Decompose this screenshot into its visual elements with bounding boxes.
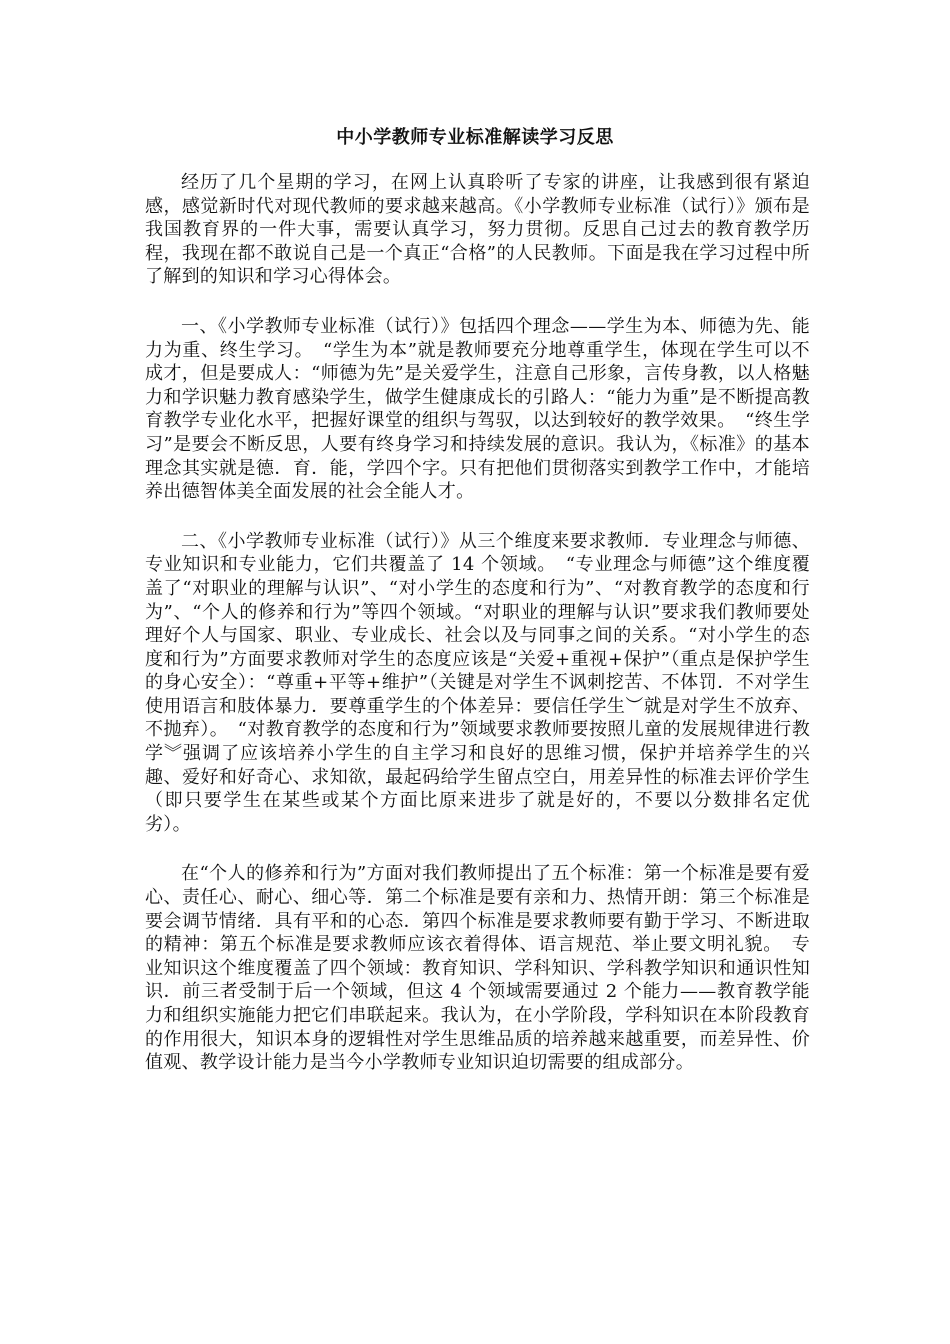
- document-title: 中小学教师专业标准解读学习反思: [336, 127, 614, 148]
- paragraph-intro: 经历了几个星期的学习，在网上认真聆听了专家的讲座，让我感到很有紧迫感，感觉新时代对现代教师的要求越来越高。《小学教师专业标准（试行）》颁布是我国教育界的一件大事，需要认真学习，努力贯彻。反思自己过去的教育教学历程，我现在都不敢说自己是一个真正“合格”的人民教师。下面是我在学习过程中所了解到的知识和学习心得体会。: [145, 172, 810, 288]
- paragraph-section-2: 二、《小学教师专业标准（试行）》从三个维度来要求教师．专业理念与师德、专业知识和专业能力，它们共覆盖了 14 个领域。 “专业理念与师德”这个维度覆盖了“对职业的理解与认识”、“对小学生的态度和行为”、“对教育教学的态度和行为”、“个人的修养和行为”等四个领域。“对职业的理解与认识”要求我们教师要处理好个人与国家、职业、专业成长、社会以及与同事之间的关系。“对小学生的态度和行为”方面要求教师对学生的态度应该是“关爱+重视+保护”（重点是保护学生的身心安全）：“尊重+平等+维护”（关键是对学生不讽刺挖苦、不体罚．不对学生使用语言和肢体暴力．要尊重学生的个体差异：要信任学生︶就是对学生不放弃、不抛弃）。 “对教育教学的态度和行为”领域要求教师要按照儿童的发展规律进行教学︾强调了应该培养小学生的自主学习和良好的思维习惯，保护并培养学生的兴趣、爱好和好奇心、求知欲，最起码给学生留点空白，用差异性的标准去评价学生（即只要学生在某些或某个方面比原来进步了就是好的，不要以分数排名定优劣）。: [145, 530, 810, 835]
- paragraph-section-3: 在“个人的修养和行为”方面对我们教师提出了五个标准：第一个标准是要有爱心、责任心、耐心、细心等．第二个标准是要有亲和力、热情开朗：第三个标准是要会调节情绪．具有平和的心态．第四个标准是要求教师要有勤于学习、不断进取的精神：第五个标准是要求教师应该衣着得体、语言规范、举止要文明礼貌。 专业知识这个维度覆盖了四个领域：教育知识、学科知识、学科教学知识和通识性知识．前三者受制于后一个领域，但这 4 个领域需要通过 2 个能力——教育教学能力和组织实施能力把它们串联起来。我认为，在小学阶段，学科知识在本阶段教育的作用很大，知识本身的逻辑性对学生思维品质的培养越来越重要，而差异性、价值观、教学设计能力是当今小学教师专业知识迫切需要的组成部分。: [145, 863, 810, 1074]
- document-body: [145, 171, 810, 1101]
- paragraph-section-1: 一、《小学教师专业标准（试行）》包括四个理念——学生为本、师德为先、能力为重、终生学习。 “学生为本”就是教师要充分地尊重学生，体现在学生可以不成才，但是要成人：“师德为先”是关爱学生，注意自己形象，言传身教，以人格魅力和学识魅力教育感染学生，做学生健康成长的引路人：“能力为重”是不断提高教育教学专业化水平，把握好课堂的组织与驾驭，以达到较好的教学效果。 “终生学习”是要会不断反思，人要有终身学习和持续发展的意识。我认为，《标准》的基本理念其实就是德．育．能，学四个字。只有把他们贯彻落实到教学工作中，才能培养出德智体美全面发展的社会全能人才。: [145, 315, 810, 503]
